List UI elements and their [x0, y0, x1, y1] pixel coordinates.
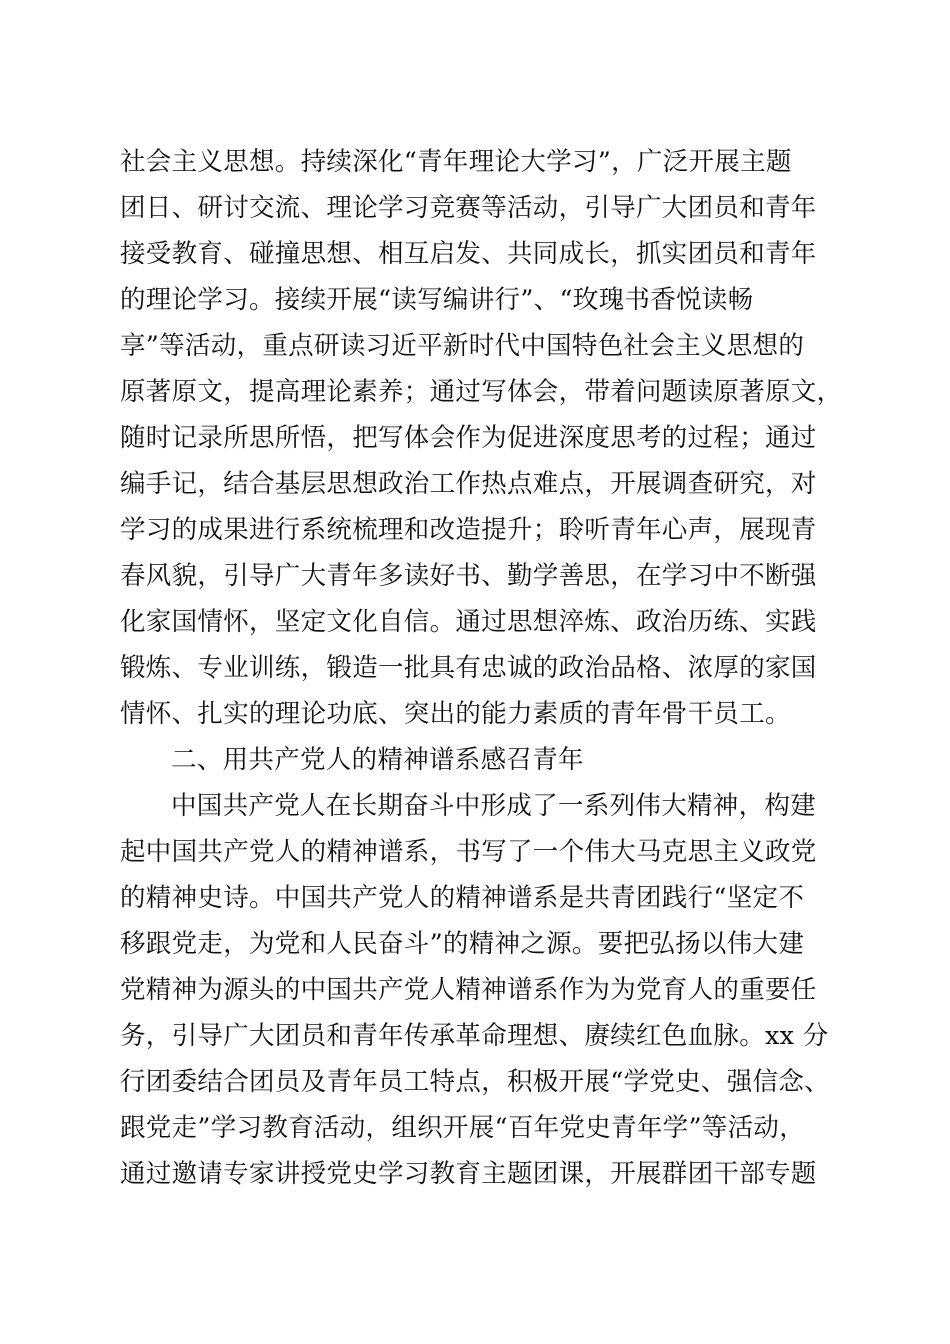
section-heading: 二、用共产党人的精神谱系感召青年 — [171, 745, 584, 775]
paragraph-line: 行团委结合团员及青年员工特点，积极开展“学党史、强信念、 — [120, 1067, 830, 1097]
paragraph-line: 通过邀请专家讲授党史学习教育主题团课，开展群团干部专题 — [120, 1159, 817, 1189]
paragraph-line: 学习的成果进行系统梳理和改造提升；聆听青年心声，展现青 — [120, 515, 817, 545]
paragraph-line: 党精神为源头的中国共产党人精神谱系作为为党育人的重要任 — [120, 975, 817, 1005]
paragraph-line: 中国共产党人在长期奋斗中形成了一系列伟大精神，构建 — [171, 791, 817, 821]
paragraph-line: 享”等活动，重点研读习近平新时代中国特色社会主义思想的 — [120, 331, 805, 361]
paragraph-line: 跟党走”学习教育活动，组织开展“百年党史青年学”等活动， — [120, 1113, 806, 1143]
paragraph-line: 情怀、扎实的理论功底、突出的能力素质的青年骨干员工。 — [120, 699, 791, 729]
paragraph-line: 移跟党走，为党和人民奋斗”的精神之源。要把弘扬以伟大建 — [120, 929, 805, 959]
paragraph-line: 春风貌，引导广大青年多读好书、勤学善思，在学习中不断强 — [120, 561, 817, 591]
paragraph-line: 化家国情怀，坚定文化自信。通过思想淬炼、政治历练、实践 — [120, 607, 817, 637]
paragraph-line: 的理论学习。接续开展“读写编讲行”、“玫瑰书香悦读畅 — [120, 285, 754, 315]
paragraph-line: 团日、研讨交流、理论学习竞赛等活动，引导广大团员和青年 — [120, 193, 817, 223]
paragraph-line: 编手记，结合基层思想政治工作热点难点，开展调查研究，对 — [120, 469, 817, 499]
paragraph-line: 接受教育、碰撞思想、相互启发、共同成长，抓实团员和青年 — [120, 239, 817, 269]
paragraph-line: 随时记录所思所悟，把写体会作为促进深度思考的过程；通过 — [120, 423, 817, 453]
paragraph-line: 起中国共产党人的精神谱系，书写了一个伟大马克思主义政党 — [120, 837, 817, 867]
paragraph-line: 务，引导广大团员和青年传承革命理想、赓续红色血脉。xx 分 — [120, 1021, 829, 1051]
paragraph-line: 的精神史诗。中国共产党人的精神谱系是共青团践行“坚定不 — [120, 883, 805, 913]
paragraph-line: 原著原文，提高理论素养；通过写体会，带着问题读原著原文， — [120, 377, 843, 407]
paragraph-line: 社会主义思想。持续深化“青年理论大学习”，广泛开展主题 — [120, 147, 792, 177]
paragraph-line: 锻炼、专业训练，锻造一批具有忠诚的政治品格、浓厚的家国 — [120, 653, 817, 683]
